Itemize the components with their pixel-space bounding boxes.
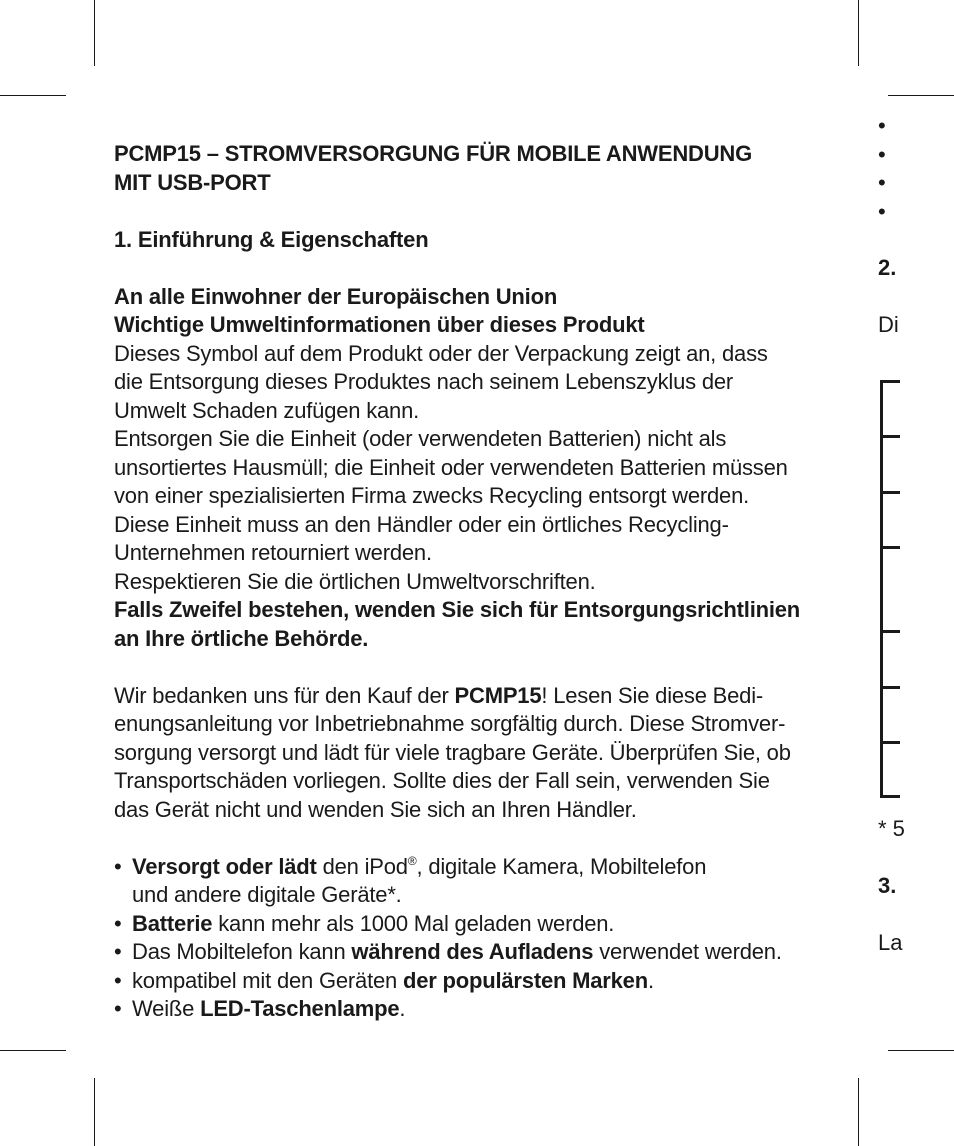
eu-heading: An alle Einwohner der Europäischen Union: [114, 283, 558, 309]
eu-subheading: Wichtige Umweltinformationen über dieses Produkt: [114, 312, 645, 337]
adjacent-page-fragment: [878, 0, 954, 1146]
eu-paragraph-3: Respektieren Sie die örtlichen Umweltvorschriften.: [114, 568, 596, 594]
list-item: • Das Mobiltelefon kann während des Aufladens verwendet werden.: [114, 938, 844, 967]
table-rule: [880, 546, 900, 549]
table-rule: [880, 741, 900, 744]
bullet-icon: •: [114, 910, 122, 936]
section-heading-2: 2.: [878, 255, 897, 280]
section-heading-3: 3.: [878, 873, 897, 898]
list-item: • Batterie kann mehr als 1000 Mal geladen werden.: [114, 910, 844, 939]
bullet-icon: •: [114, 853, 122, 879]
table-rule: [880, 380, 900, 383]
product-code: PCMP15: [454, 682, 542, 708]
bullet-icon: •: [878, 142, 886, 167]
bullet-icon: •: [878, 170, 886, 195]
table-rule: [880, 491, 900, 494]
list-item: • kompatibel mit den Geräten der populärsten Marken.: [114, 967, 844, 996]
table-rule: [880, 686, 900, 689]
table-rule: [880, 435, 900, 438]
section-heading-1: 1. Einführung & Eigenschaften: [114, 226, 429, 252]
table-border: [880, 380, 883, 798]
list-item: • Versorgt oder lädt den iPod®, digitale Kamera, Mobiltelefon und andere digitale Geräte*.: [114, 853, 707, 907]
crop-mark: [0, 1050, 66, 1051]
crop-mark: [858, 1078, 859, 1146]
eu-paragraph-1: Dieses Symbol auf dem Produkt oder der Verpackung zeigt an, dass die Entsorgung dieses Produktes nach seinem Lebenszyklus der Umwelt Schaden zufügen kann.: [114, 340, 768, 423]
bullet-icon: •: [114, 996, 122, 1021]
crop-mark: [0, 95, 66, 96]
doc-title: PCMP15 – STROMVERSORGUNG FÜR MOBILE ANWENDUNG MIT USB-PORT: [114, 141, 753, 195]
table-rule: [880, 795, 900, 798]
crop-mark: [858, 0, 859, 66]
bullet-icon: •: [878, 199, 886, 224]
eu-paragraph-2: Entsorgen Sie die Einheit (oder verwendeten Batterien) nicht als unsortiertes Hausmüll; die Einheit oder verwendeten Batterien müssen von einer spezialisierten Firma zwecks Recycling entsorgt werden. Diese Einheit muss an den Händler oder ein örtliches Recycling- Unternehmen retourniert werden.: [114, 426, 788, 565]
crop-mark: [94, 0, 95, 66]
thanks-paragraph: Wir bedanken uns für den Kauf der PCMP15! Lesen Sie diese Bedi- enungsanleitung vor Inbetriebnahme sorgfältig durch. Diese Stromver- sorgung versorgt und lädt für viele tragbare Geräte. Überprüfen Sie, ob Transportschäden vorliegen. Sollte dies der Fall sein, verwenden Sie das Gerät nicht und wenden Sie sich an Ihren Händler.: [114, 682, 791, 822]
footnote: * 5: [878, 816, 905, 841]
fragment-text: Di: [878, 312, 899, 337]
eu-bold-notice: Falls Zweifel bestehen, wenden Sie sich für Entsorgungsrichtlinien an Ihre örtliche Behörde.: [114, 597, 801, 651]
bullet-icon: •: [114, 939, 122, 964]
feature-list: [114, 853, 844, 1024]
list-item: • Weiße LED-Taschenlampe.: [114, 995, 844, 1024]
bullet-icon: •: [114, 967, 122, 993]
fragment-text: La: [878, 930, 903, 955]
table-rule: [880, 630, 900, 633]
bullet-icon: •: [878, 113, 886, 138]
manual-page: [114, 140, 844, 1024]
crop-mark: [94, 1078, 95, 1146]
